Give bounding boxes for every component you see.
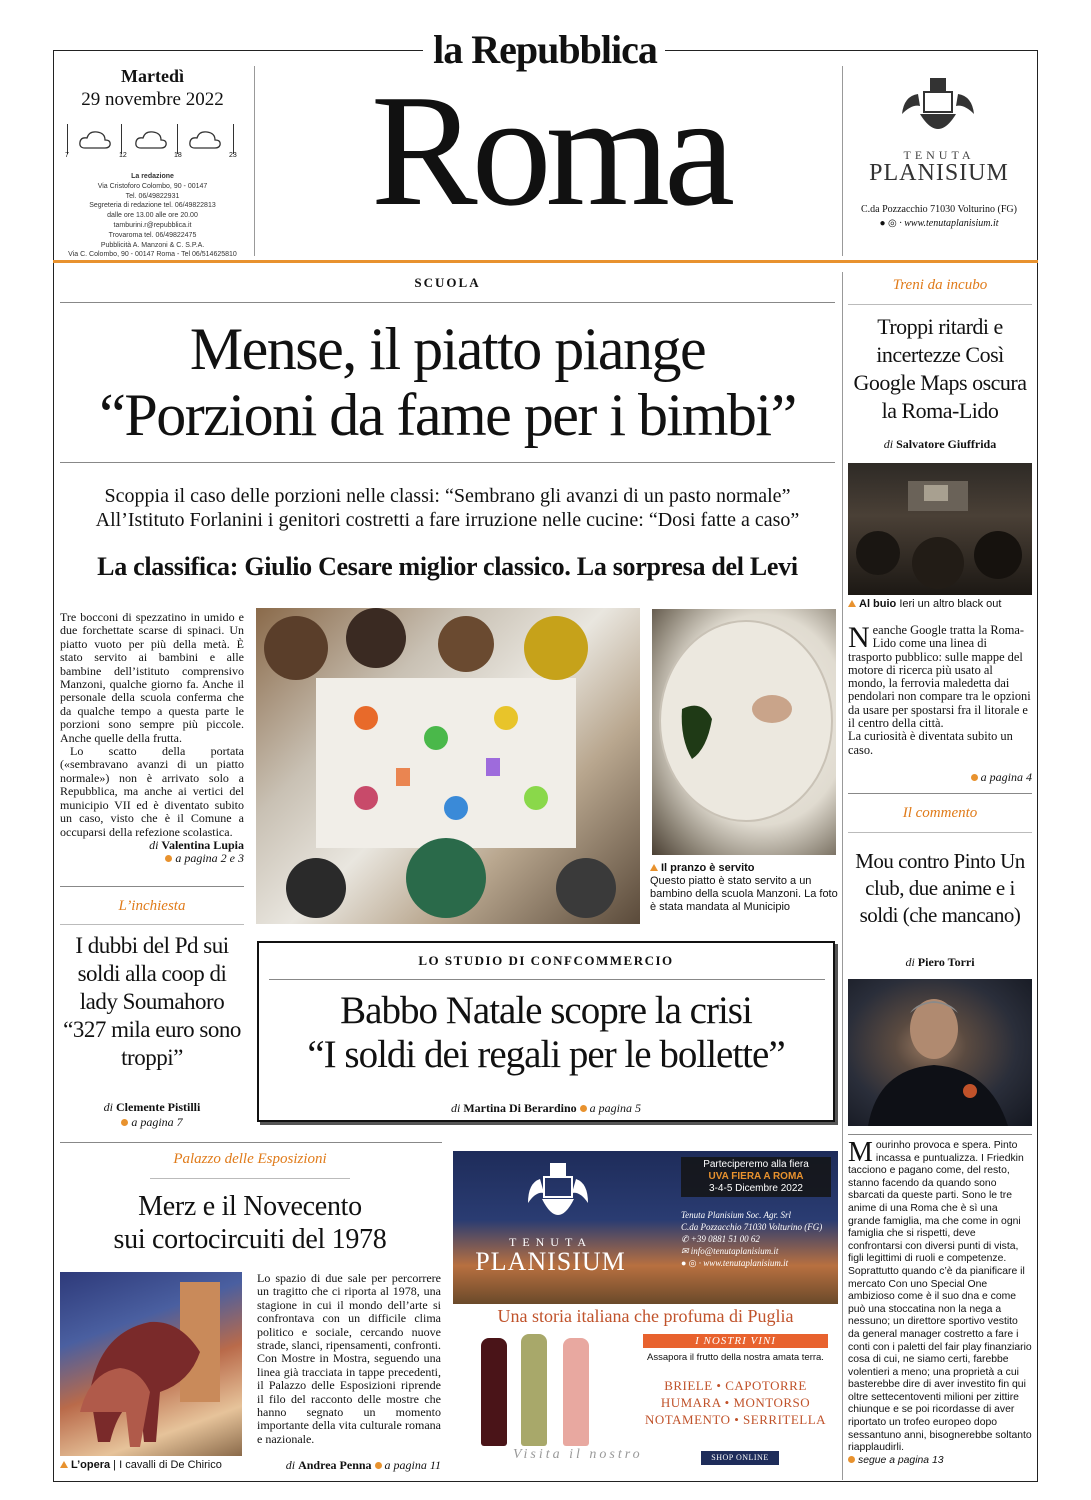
byline-prefix: di bbox=[285, 1458, 296, 1472]
contact-line bbox=[681, 1257, 836, 1269]
main-page-link[interactable] bbox=[60, 852, 244, 865]
inchiesta-kicker: L’inchiesta bbox=[118, 898, 186, 914]
fair-line: Parteciperemo alla fiera bbox=[703, 1159, 809, 1170]
section-rule bbox=[60, 302, 835, 303]
ad-bottom-tenuta: TENUTA bbox=[508, 1235, 593, 1249]
photo-train-dark bbox=[848, 463, 1032, 595]
kicker-rule bbox=[150, 1178, 350, 1179]
page-link-text: a pagina 4 bbox=[980, 770, 1032, 784]
wine-list-line: BRIELE • CAPOTORRE bbox=[664, 1378, 807, 1393]
caption-triangle-icon bbox=[848, 600, 856, 607]
drop-cap: N bbox=[848, 621, 870, 654]
editorial-line: dalle ore 13.00 alle ore 20.00 bbox=[107, 212, 198, 220]
section-rule bbox=[60, 1142, 442, 1143]
wine-bottle bbox=[521, 1334, 547, 1446]
headline-line: sui cortocircuiti del 1978 bbox=[113, 1224, 387, 1255]
caption-text: Questo piatto è stato servito a un bambino della scuola Manzoni. La foto è stata mandata al Municipio bbox=[650, 875, 838, 913]
editorial-line: Tel. 06/49822931 bbox=[125, 192, 180, 200]
article-paragraph: La curiosità è diventata subito un caso. bbox=[848, 729, 1013, 757]
weather-tick bbox=[67, 124, 68, 154]
main-headline-line: Mense, il piatto piange bbox=[189, 316, 706, 382]
section-label: SCUOLA bbox=[414, 275, 481, 290]
bullet-icon bbox=[848, 1456, 855, 1463]
main-headline[interactable] bbox=[60, 316, 835, 448]
ad-top-planisium[interactable] bbox=[846, 66, 1032, 254]
photo-lunch-plate-art bbox=[652, 609, 836, 855]
caption-text: I cavalli di De Chirico bbox=[119, 1459, 222, 1471]
commento-headline[interactable]: Mou contro Pinto Un club, due anime e i soldi (che mancano) bbox=[855, 849, 1025, 927]
babbo-natale-box[interactable] bbox=[257, 941, 835, 1122]
weather-tick bbox=[121, 124, 122, 154]
weather-tick bbox=[177, 124, 178, 154]
byline-name: Salvatore Giuffrida bbox=[896, 437, 997, 451]
drop-cap: M bbox=[848, 1137, 873, 1168]
treni-headline[interactable]: Troppi ritardi e incertezze Così Google Maps oscura la Roma-Lido bbox=[853, 314, 1027, 423]
social-icons: ● ◎ · bbox=[681, 1258, 704, 1268]
social-icons: ● ◎ · bbox=[879, 218, 905, 229]
photo-children-canteen-art bbox=[256, 608, 640, 924]
email-text: info@tenutaplanisium.it bbox=[690, 1246, 779, 1256]
editorial-line: Via Cristoforo Colombo, 90 - 00147 bbox=[97, 182, 208, 190]
ad-headline: Una storia italiana che profuma di Puglia bbox=[453, 1304, 838, 1327]
ad-wines-banner: I NOSTRI VINI bbox=[643, 1334, 828, 1348]
ad-top-brand: PLANISIUM bbox=[869, 160, 1009, 186]
page-link-text: a pagina 2 e 3 bbox=[175, 851, 244, 866]
date: 29 novembre 2022 bbox=[81, 89, 224, 110]
ad-top-tenuta: TENUTA bbox=[903, 148, 975, 162]
summary-line: All’Istituto Forlanini i genitori costretti a fare irruzione nelle cucine: “Dosi fatte a caso” bbox=[95, 509, 800, 531]
bullet-icon bbox=[165, 855, 172, 862]
contact-line: C.da Pozzacchio 71030 Volturino (FG) bbox=[681, 1222, 823, 1232]
article-paragraph: ourinho provoca e spera. Pinto incassa e puntualizza. I Friedkin tacciono e pagano come, del resto, stanno facendo da quando sono sbarcati da queste parti. Sono le tre anime di una Roma che è sì una grande famiglia, ma che come in ogni famiglia che si rispetti, deve confrontarsi con diversi punti di vista, figli legittimi di ruoli e competenze. Soprattutto quando c’è da pianificare il mercato Con uno Special One ambizioso come è il suo dna e come può una stoccatina non la nega a nessuno; un direttore sportivo vestito da general manager costretto a fare i conti con i paletti del fair play finanziario cosa di cui, ne siamo certi, farebbe volentieri a meno; una proprietà a cui basterebbe dire di aver investito fin qui oltre settecentoventi milioni per zittire chiunque e se poi ricordasse di aver riportato un trofeo europeo dopo sessantuno anni, bisognerebbe soltanto riapplaudirli. bbox=[848, 1140, 1032, 1454]
ad-visit-text: Visita il nostro bbox=[513, 1447, 643, 1462]
fair-line: UVA FIERA A ROMA bbox=[708, 1171, 804, 1182]
editorial-line: Segreteria di redazione tel. 06/49822813 bbox=[89, 202, 216, 210]
photo-lunch-plate bbox=[652, 609, 836, 855]
article-paragraph: eanche Google tratta la Roma-Lido come una linea di trasporto pubblico: sulle mappe del motore di ricerca più usato al mondo, la ferrovia maledetta dai pendolari non compare tra le opzioni da usare per spostarsi fra il litorale e il centro della città. bbox=[848, 623, 1031, 731]
ad-bottom-brand: PLANISIUM bbox=[475, 1247, 626, 1276]
column-rule bbox=[848, 793, 1032, 794]
kicker-rule bbox=[848, 304, 1032, 305]
treni-byline bbox=[848, 437, 1032, 452]
photo-children-canteen bbox=[256, 608, 640, 924]
editorial-line: tamburini.r@repubblica.it bbox=[113, 221, 192, 229]
ad-top-web-text: www.tenutaplanisium.it bbox=[904, 218, 999, 229]
main-subheadline[interactable]: La classifica: Giulio Cesare miglior classico. La sorpresa del Levi bbox=[97, 552, 798, 581]
photo-de-chirico-horses bbox=[60, 1272, 242, 1456]
palazzo-headline[interactable] bbox=[60, 1190, 440, 1256]
weather-hour: 18 bbox=[174, 152, 182, 159]
paper-name: la Repubblica bbox=[433, 27, 657, 72]
babbo-kicker: LO STUDIO DI CONFCOMMERCIO bbox=[418, 953, 674, 968]
bullet-icon bbox=[375, 1462, 382, 1469]
main-article-body bbox=[60, 611, 244, 866]
main-byline bbox=[60, 839, 244, 852]
inchiesta-page-link[interactable] bbox=[60, 1115, 244, 1130]
commento-page-link[interactable] bbox=[848, 1455, 1032, 1468]
editorial-title: La redazione bbox=[131, 173, 174, 180]
photo-train-art bbox=[848, 463, 1032, 595]
palazzo-kicker: Palazzo delle Esposizioni bbox=[173, 1151, 327, 1167]
kicker-rule bbox=[60, 924, 244, 925]
page-link-text[interactable]: a pagina 11 bbox=[384, 1458, 441, 1472]
contact-line: Tenuta Planisium Soc. Agr. Srl bbox=[681, 1210, 792, 1220]
photo-coach bbox=[848, 979, 1032, 1126]
byline-prefix: di bbox=[103, 1100, 114, 1114]
masthead-rule-left bbox=[53, 50, 423, 51]
babbo-headline bbox=[259, 989, 833, 1077]
fair-line: 3-4-5 Dicembre 2022 bbox=[709, 1183, 803, 1194]
headline-rule bbox=[60, 462, 835, 463]
column-rule bbox=[848, 1134, 1032, 1135]
train-caption bbox=[848, 598, 1034, 610]
main-summary bbox=[60, 484, 835, 532]
ad-fair-notice bbox=[681, 1157, 831, 1197]
byline-prefix: di bbox=[149, 837, 159, 852]
winery-crest-logo bbox=[898, 74, 978, 144]
byline-name: Andrea Penna bbox=[298, 1458, 372, 1472]
ad-top-website bbox=[846, 218, 1032, 229]
masthead-rule-right bbox=[665, 50, 1038, 51]
plate-caption bbox=[650, 862, 838, 914]
wine-bottle bbox=[563, 1338, 589, 1446]
ad-wine-list bbox=[643, 1377, 828, 1428]
article-paragraph: Lo scatto della portata («sembravano avanzi di un piatto normale») non è arrivato solo a Repubblica, ma anche ai vertici del municipio VII ed è diventato subito un caso, visto che è il Comune a occuparsi della refezione scolastica. bbox=[60, 744, 244, 839]
wine-bottle bbox=[481, 1338, 507, 1446]
byline-name: Clemente Pistilli bbox=[116, 1100, 201, 1114]
cloud-icon bbox=[187, 128, 223, 152]
photo-horses-art bbox=[60, 1272, 242, 1456]
page-link-text: a pagina 7 bbox=[131, 1115, 183, 1129]
contact-line bbox=[681, 1233, 836, 1245]
masthead-divider bbox=[254, 66, 255, 256]
kicker-rule bbox=[848, 832, 1032, 833]
weekday: Martedì bbox=[121, 66, 184, 86]
palazzo-body bbox=[257, 1272, 441, 1446]
editorial-line: Pubblicità A. Manzoni & C. S.P.A. bbox=[100, 241, 205, 249]
weather-hour: 12 bbox=[119, 152, 127, 159]
contact-line bbox=[681, 1245, 836, 1257]
winery-crest-logo bbox=[528, 1159, 588, 1239]
phone-icon: ✆ bbox=[681, 1234, 691, 1244]
byline-prefix: di bbox=[905, 955, 915, 969]
weather-hour: 7 bbox=[65, 152, 69, 159]
byline-name: Martina Di Berardino bbox=[463, 1101, 577, 1115]
wine-bottles-image bbox=[473, 1331, 638, 1446]
headline-line: Merz e il Novecento bbox=[138, 1191, 362, 1222]
cloud-icon bbox=[77, 128, 113, 152]
weather-tick bbox=[233, 124, 234, 154]
palazzo-byline bbox=[257, 1458, 441, 1473]
bullet-icon bbox=[971, 774, 978, 781]
web-text: www.tenutaplanisium.it bbox=[703, 1258, 789, 1268]
main-headline-line: “Porzioni da fame per i bimbi” bbox=[99, 382, 796, 448]
headline-line: Babbo Natale scopre la crisi bbox=[340, 989, 752, 1032]
editorial-line: Trovaroma tel. 06/49822475 bbox=[108, 231, 197, 239]
byline-prefix: di bbox=[883, 437, 894, 451]
masthead-orange-bar bbox=[53, 260, 1038, 263]
date-box bbox=[60, 66, 245, 111]
kicker-rule bbox=[269, 979, 825, 980]
right-column-divider bbox=[842, 272, 843, 1480]
page-link-text: segue a pagina 13 bbox=[858, 1454, 944, 1466]
ad-top-address: C.da Pozzacchio 71030 Volturino (FG) bbox=[860, 204, 1017, 215]
shop-online-button[interactable]: SHOP ONLINE bbox=[701, 1451, 779, 1465]
article-paragraph: Lo spazio di due sale per percorrere un tragitto che ci riporta al 1978, una stagione in cui il mondo dell’arte si confrontava con un difficile clima politico e sociale, cercando nuove strade, slanci, ripensamenti, confronti. Con Mostre in Mostra, seguendo una linea già tracciata in tappe precedenti, il Palazzo delle Esposizioni riprende il filo del racconto delle mostre che hanno segnato un momento importante della vita culturale romana e nazionale. bbox=[257, 1271, 441, 1446]
caption-triangle-icon bbox=[650, 864, 658, 871]
summary-line: Scoppia il caso delle porzioni nelle classi: “Sembrano gli avanzi di un pasto normale” bbox=[104, 485, 791, 507]
wine-list-line: NOTAMENTO • SERRITELLA bbox=[644, 1412, 827, 1427]
photo-coach-art bbox=[848, 979, 1032, 1126]
caption-triangle-icon bbox=[60, 1461, 68, 1468]
ad-bottom-planisium[interactable] bbox=[453, 1151, 838, 1471]
column-rule bbox=[60, 886, 244, 887]
commento-body bbox=[848, 1137, 1032, 1467]
mail-icon: ✉ bbox=[681, 1246, 691, 1256]
bullet-icon bbox=[121, 1119, 128, 1126]
weather-hour: 23 bbox=[229, 152, 237, 159]
caption-title: L’opera bbox=[71, 1459, 111, 1471]
ad-contact-block bbox=[681, 1209, 836, 1269]
caption-text: Ieri un altro black out bbox=[899, 598, 1002, 610]
babbo-byline bbox=[259, 1101, 833, 1116]
weather-strip bbox=[63, 122, 243, 162]
commento-byline bbox=[848, 955, 1032, 970]
inchiesta-byline bbox=[60, 1100, 244, 1130]
commento-kicker: Il commento bbox=[902, 805, 978, 821]
edition-title: Roma bbox=[370, 61, 730, 239]
inchiesta-headline[interactable]: I dubbi del Pd sui soldi alla coop di lady Soumahoro “327 mila euro sono troppi” bbox=[63, 933, 241, 1070]
horses-caption: L’opera | I cavalli di De Chirico bbox=[60, 1459, 250, 1471]
byline-name: Valentina Lupia bbox=[161, 837, 244, 852]
treni-body bbox=[848, 621, 1032, 757]
caption-title: Il pranzo è servito bbox=[661, 862, 755, 874]
headline-line: “I soldi dei regali per le bollette” bbox=[307, 1033, 785, 1076]
article-paragraph: Tre bocconi di spezzatino in umido e due forchettate scarse di spinaci. Un piatto vuoto per più della metà. È stato servito ai bambini e alle bambine dell’istituto comprensivo Manzoni, qualche giorno fa. Anche il personale della scuola conferma che da qualche tempo a questa parte le porzioni sono sempre più piccole. Anche quelle della frutta. bbox=[60, 610, 244, 745]
editorial-contacts bbox=[60, 172, 245, 260]
editorial-line: Via C. Colombo, 90 - 00147 Roma - Tel 06/514625810 bbox=[68, 251, 237, 259]
cloud-icon bbox=[133, 128, 169, 152]
treni-kicker: Treni da incubo bbox=[892, 277, 988, 293]
masthead-divider bbox=[842, 66, 843, 256]
bullet-icon bbox=[580, 1105, 587, 1112]
byline-name: Piero Torri bbox=[917, 955, 975, 969]
caption-title: Al buio bbox=[859, 598, 897, 610]
wine-list-line: HUMARA • MONTORSO bbox=[660, 1395, 811, 1410]
byline-prefix: di bbox=[450, 1101, 461, 1115]
phone-text: +39 0881 51 00 62 bbox=[690, 1234, 760, 1244]
page-link-text[interactable]: a pagina 5 bbox=[589, 1101, 641, 1115]
treni-page-link[interactable] bbox=[848, 770, 1032, 785]
ad-tagline: Assapora il frutto della nostra amata terra. bbox=[647, 1352, 824, 1363]
